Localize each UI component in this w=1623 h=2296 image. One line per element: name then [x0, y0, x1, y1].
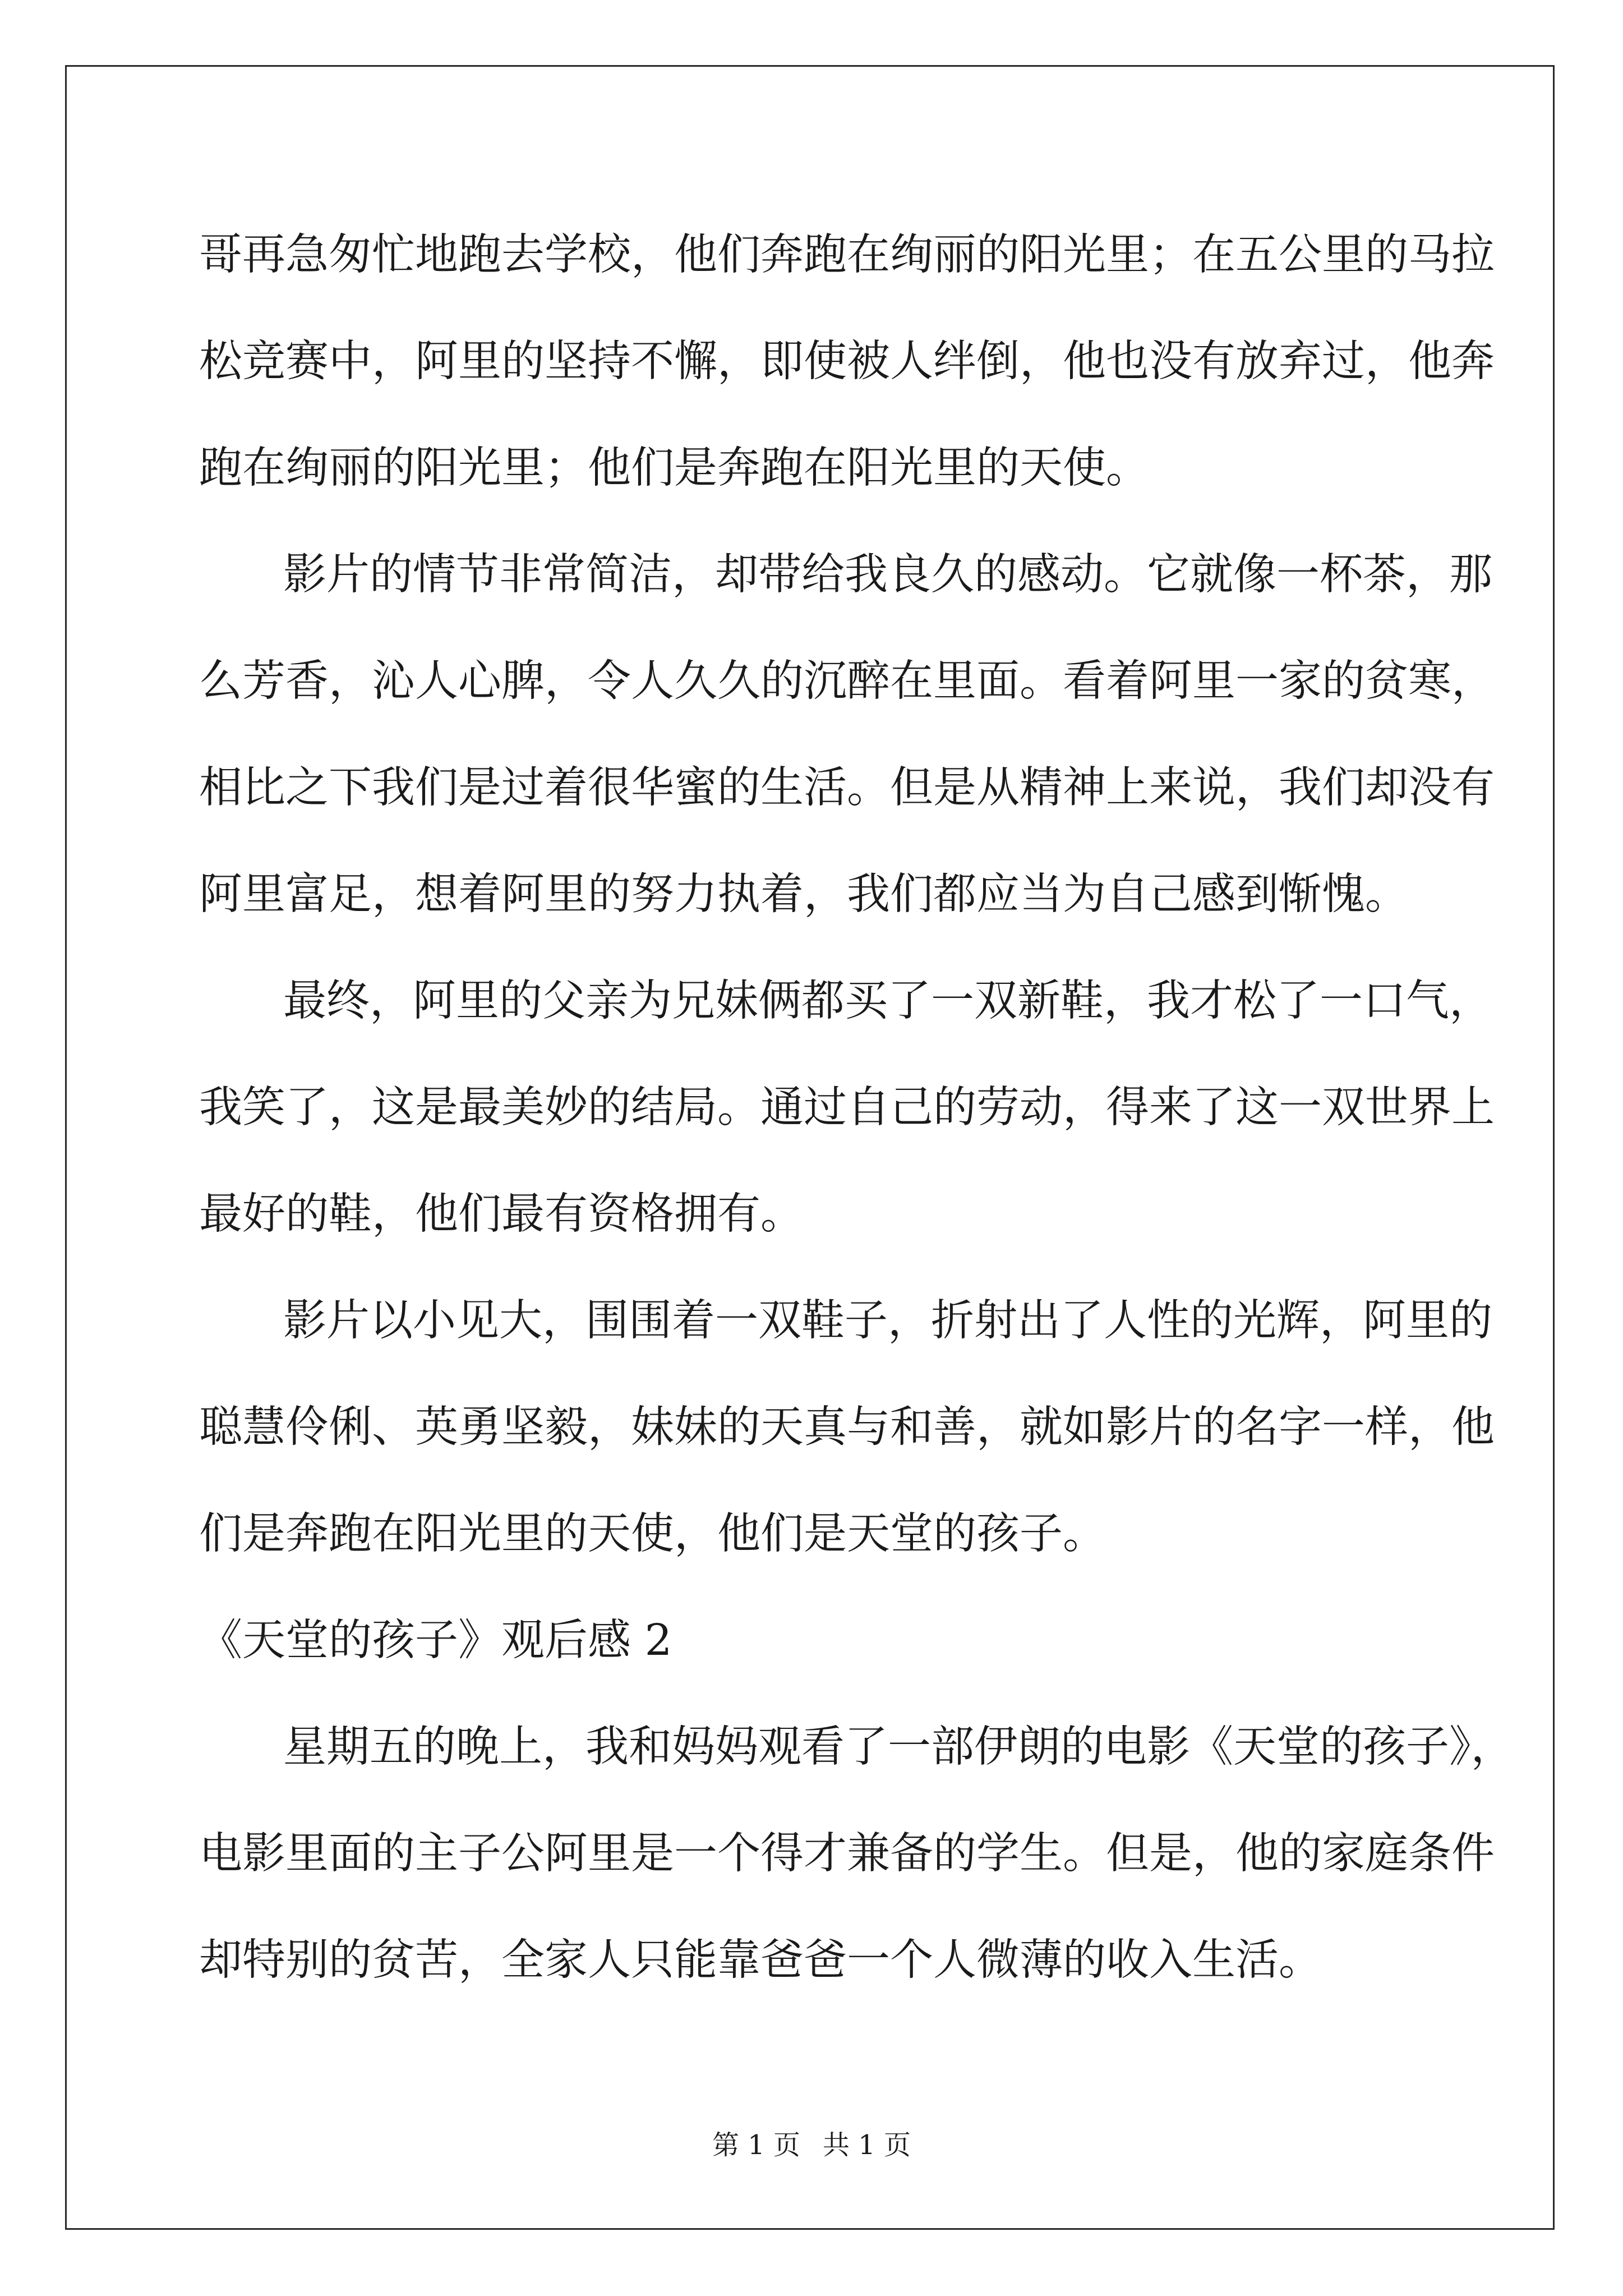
- text-line: 松竞赛中，阿里的坚持不懈，即使被人绊倒，他也没有放弃过，他奔: [199, 337, 1495, 386]
- text-line: 们是奔跑在阳光里的天使，他们是天堂的孩子。: [199, 1509, 1106, 1559]
- paragraph-first-line: 最终，阿里的父亲为兄妹俩都买了一双新鞋，我才松了一口气，: [283, 976, 1492, 1026]
- text-line: 么芳香，沁人心脾，令人久久的沉醉在里面。看着阿里一家的贫寒，: [199, 656, 1495, 706]
- page-footer: [0, 2123, 1623, 2162]
- text-line: 最好的鞋，他们最有资格拥有。: [199, 1189, 804, 1239]
- text-line: 相比之下我们是过着很华蜜的生活。但是从精神上来说，我们却没有: [199, 763, 1495, 813]
- document-body: [199, 202, 1514, 2014]
- page-total: 共 1 页: [823, 2129, 911, 2161]
- page-number: 第 1 页: [712, 2129, 800, 2161]
- paragraph-first-line: 影片以小见大，围围着一双鞋子，折射出了人性的光辉，阿里的: [283, 1296, 1492, 1346]
- text-line: 阿里富足，想着阿里的努力执着，我们都应当为自己感到惭愧。: [199, 869, 1408, 919]
- text-line: 却特别的贫苦，全家人只能靠爸爸一个人微薄的收入生活。: [199, 1935, 1322, 1985]
- paragraph-first-line: 影片的情节非常简洁，却带给我良久的感动。它就像一杯茶，那: [283, 550, 1492, 600]
- paragraph-first-line: 星期五的晚上，我和妈妈观看了一部伊朗的电影《天堂的孩子》，: [283, 1722, 1514, 1772]
- section-heading: 《天堂的孩子》观后感 2: [199, 1616, 672, 1665]
- text-line: 我笑了，这是最美妙的结局。通过自己的劳动，得来了这一双世界上: [199, 1083, 1495, 1133]
- text-line: 哥再急匆忙地跑去学校，他们奔跑在绚丽的阳光里；在五公里的马拉: [199, 230, 1495, 280]
- text-line: 电影里面的主子公阿里是一个得才兼备的学生。但是，他的家庭条件: [199, 1829, 1495, 1879]
- text-line: 跑在绚丽的阳光里；他们是奔跑在阳光里的天使。: [199, 443, 1149, 493]
- text-line: 聪慧伶俐、英勇坚毅，妹妹的天真与和善，就如影片的名字一样，他: [199, 1402, 1495, 1452]
